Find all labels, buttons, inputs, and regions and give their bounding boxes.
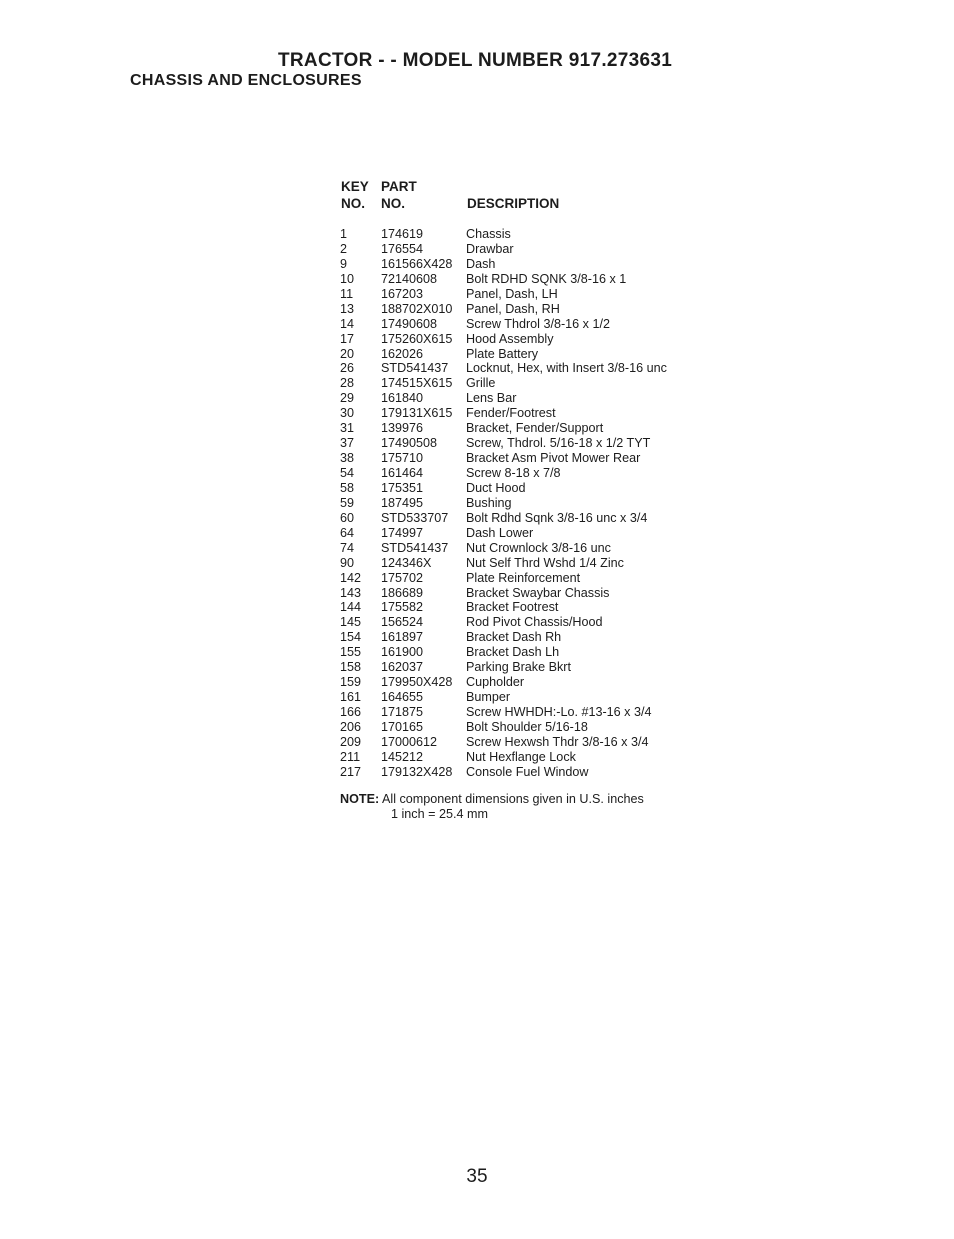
- part-number-cell: 161897: [381, 630, 424, 645]
- description-cell: Bolt RDHD SQNK 3/8-16 x 1: [466, 271, 627, 286]
- page-title: TRACTOR - - MODEL NUMBER 917.273631: [278, 50, 673, 71]
- note-line2: 1 inch = 25.4 mm: [391, 807, 488, 821]
- description-cell: Bracket, Fender/Support: [466, 421, 604, 436]
- part-number-cell: 17490608: [381, 316, 438, 331]
- key-cell: 58: [340, 480, 355, 495]
- part-number-cell: 170165: [381, 719, 424, 734]
- description-cell: Screw, Thdrol. 5/16-18 x 1/2 TYT: [466, 436, 651, 451]
- description-cell: Drawbar: [466, 241, 514, 256]
- part-number-cell: 161566X428: [381, 256, 453, 271]
- table-row: [340, 302, 740, 317]
- key-cell: 90: [340, 555, 355, 570]
- key-cell: 209: [340, 734, 362, 749]
- table-row: [340, 481, 740, 496]
- key-cell: 155: [340, 645, 362, 660]
- key-cell: 17: [340, 331, 355, 346]
- table-row: [340, 436, 740, 451]
- table-row: [340, 317, 740, 332]
- table-row: [340, 272, 740, 287]
- note-line1: All component dimensions given in U.S. inches: [382, 792, 644, 806]
- part-number-cell: 187495: [381, 495, 424, 510]
- part-number-cell: 162026: [381, 346, 424, 361]
- description-cell: Bolt Rdhd Sqnk 3/8-16 unc x 3/4: [466, 510, 648, 525]
- description-cell: Plate Battery: [466, 346, 539, 361]
- table-row: [340, 720, 740, 735]
- table-row: [340, 406, 740, 421]
- description-cell: Parking Brake Bkrt: [466, 660, 571, 675]
- description-cell: Hood Assembly: [466, 331, 554, 346]
- key-cell: 74: [340, 540, 355, 555]
- description-cell: Chassis: [466, 227, 511, 241]
- column-header-description: DESCRIPTION: [467, 196, 560, 211]
- description-cell: Bracket Swaybar Chassis: [466, 585, 610, 600]
- key-cell: 30: [340, 406, 355, 421]
- table-row: [340, 660, 740, 675]
- description-cell: Fender/Footrest: [466, 406, 556, 421]
- table-row: [340, 227, 740, 242]
- part-number-cell: 124346X: [381, 555, 432, 570]
- description-cell: Nut Self Thrd Wshd 1/4 Zinc: [466, 555, 624, 570]
- key-cell: 154: [340, 630, 362, 645]
- note-label: NOTE:: [340, 792, 380, 806]
- description-cell: Nut Crownlock 3/8-16 unc: [466, 540, 611, 555]
- part-number-cell: 156524: [381, 615, 424, 630]
- part-number-cell: 179131X615: [381, 406, 453, 421]
- key-cell: 14: [340, 316, 355, 331]
- part-number-cell: 164655: [381, 690, 424, 705]
- part-number-cell: 17490508: [381, 436, 438, 451]
- table-row: [340, 645, 740, 660]
- part-number-cell: 188702X010: [381, 301, 453, 316]
- table-row: [340, 541, 740, 556]
- table-row: [340, 332, 740, 347]
- part-number-cell: 175582: [381, 600, 424, 615]
- note: [340, 792, 644, 807]
- column-header-part-line2: NO.: [381, 196, 406, 211]
- table-row: [340, 466, 740, 481]
- description-cell: Panel, Dash, RH: [466, 301, 560, 316]
- table-row: [340, 556, 740, 571]
- table-row: [340, 586, 740, 601]
- key-cell: 26: [340, 361, 355, 376]
- part-number-cell: 162037: [381, 660, 424, 675]
- description-cell: Bumper: [466, 690, 511, 705]
- part-number-cell: 174515X615: [381, 376, 453, 391]
- section-subtitle: CHASSIS AND ENCLOSURES: [130, 72, 362, 89]
- description-cell: Grille: [466, 376, 496, 391]
- part-number-cell: 72140608: [381, 271, 438, 286]
- key-cell: 142: [340, 570, 362, 585]
- part-number-cell: STD533707: [381, 510, 449, 525]
- key-cell: 11: [340, 286, 354, 301]
- description-cell: Cupholder: [466, 675, 525, 690]
- part-number-cell: 176554: [381, 241, 424, 256]
- part-number-cell: 175260X615: [381, 331, 453, 346]
- key-cell: 38: [340, 451, 355, 466]
- part-number-cell: 161840: [381, 391, 424, 406]
- table-row: [340, 257, 740, 272]
- column-header-key-line1: KEY: [341, 179, 369, 194]
- table-row: [340, 242, 740, 257]
- key-cell: 144: [340, 600, 362, 615]
- part-number-cell: 174619: [381, 227, 424, 241]
- table-row: [340, 361, 740, 376]
- table-row: [340, 451, 740, 466]
- part-number-cell: 186689: [381, 585, 424, 600]
- key-cell: 37: [340, 436, 355, 451]
- part-number-cell: STD541437: [381, 540, 449, 555]
- description-cell: Bracket Dash Lh: [466, 645, 560, 660]
- part-number-cell: 171875: [381, 705, 424, 719]
- part-number-cell: 161464: [381, 466, 424, 480]
- key-cell: 159: [340, 675, 362, 690]
- part-number-cell: 17000612: [381, 734, 438, 749]
- description-cell: Screw HWHDH:-Lo. #13-16 x 3/4: [466, 705, 652, 719]
- description-cell: Plate Reinforcement: [466, 570, 581, 585]
- key-cell: 217: [340, 764, 362, 779]
- description-cell: Duct Hood: [466, 480, 526, 495]
- part-number-cell: 145212: [381, 749, 424, 764]
- key-cell: 59: [340, 495, 355, 510]
- table-row: [340, 376, 740, 391]
- table-row: [340, 571, 740, 586]
- part-number-cell: 161900: [381, 645, 424, 660]
- table-row: [340, 675, 740, 690]
- table-row: [340, 600, 740, 615]
- key-cell: 31: [340, 421, 355, 436]
- table-row: [340, 705, 740, 720]
- part-number-cell: 179950X428: [381, 675, 453, 690]
- description-cell: Bushing: [466, 495, 512, 510]
- part-number-cell: 175351: [381, 480, 424, 495]
- key-cell: 158: [340, 660, 362, 675]
- column-header-key-line2: NO.: [341, 196, 366, 211]
- key-cell: 166: [340, 705, 362, 719]
- table-row: [340, 347, 740, 362]
- table-row: [340, 765, 740, 780]
- table-row: [340, 391, 740, 406]
- key-cell: 9: [340, 256, 348, 271]
- part-number-cell: 139976: [381, 421, 424, 436]
- key-cell: 1: [340, 227, 348, 241]
- key-cell: 64: [340, 525, 355, 540]
- table-row: [340, 690, 740, 705]
- description-cell: Bracket Asm Pivot Mower Rear: [466, 451, 641, 466]
- page-number: 35: [466, 1166, 488, 1187]
- key-cell: 28: [340, 376, 355, 391]
- key-cell: 143: [340, 585, 362, 600]
- description-cell: Panel, Dash, LH: [466, 286, 558, 301]
- key-cell: 54: [340, 466, 355, 480]
- parts-list: [340, 227, 740, 780]
- table-row: [340, 511, 740, 526]
- description-cell: Screw 8-18 x 7/8: [466, 466, 561, 480]
- key-cell: 211: [340, 749, 361, 764]
- part-number-cell: 175702: [381, 570, 424, 585]
- description-cell: Console Fuel Window: [466, 764, 589, 779]
- table-row: [340, 421, 740, 436]
- key-cell: 2: [340, 241, 348, 256]
- key-cell: 10: [340, 271, 355, 286]
- table-row: [340, 287, 740, 302]
- key-cell: 20: [340, 346, 355, 361]
- table-row: [340, 630, 740, 645]
- key-cell: 60: [340, 510, 355, 525]
- description-cell: Screw Hexwsh Thdr 3/8-16 x 3/4: [466, 734, 649, 749]
- description-cell: Nut Hexflange Lock: [466, 749, 576, 764]
- description-cell: Dash: [466, 256, 496, 271]
- table-row: [340, 735, 740, 750]
- table-row: [340, 615, 740, 630]
- key-cell: 161: [340, 690, 362, 705]
- key-cell: 13: [340, 301, 355, 316]
- description-cell: Bracket Footrest: [466, 600, 559, 615]
- column-header-part-line1: PART: [381, 179, 417, 194]
- key-cell: 206: [340, 719, 362, 734]
- description-cell: Lens Bar: [466, 391, 517, 406]
- part-number-cell: 174997: [381, 525, 424, 540]
- part-number-cell: STD541437: [381, 361, 449, 376]
- key-cell: 145: [340, 615, 362, 630]
- table-row: [340, 526, 740, 541]
- table-row: [340, 750, 740, 765]
- description-cell: Rod Pivot Chassis/Hood: [466, 615, 603, 630]
- description-cell: Locknut, Hex, with Insert 3/8-16 unc: [466, 361, 667, 376]
- part-number-cell: 167203: [381, 286, 424, 301]
- description-cell: Bracket Dash Rh: [466, 630, 562, 645]
- description-cell: Bolt Shoulder 5/16-18: [466, 719, 588, 734]
- key-cell: 29: [340, 391, 355, 406]
- table-row: [340, 496, 740, 511]
- description-cell: Dash Lower: [466, 525, 534, 540]
- part-number-cell: 175710: [381, 451, 424, 466]
- description-cell: Screw Thdrol 3/8-16 x 1/2: [466, 316, 610, 331]
- part-number-cell: 179132X428: [381, 764, 453, 779]
